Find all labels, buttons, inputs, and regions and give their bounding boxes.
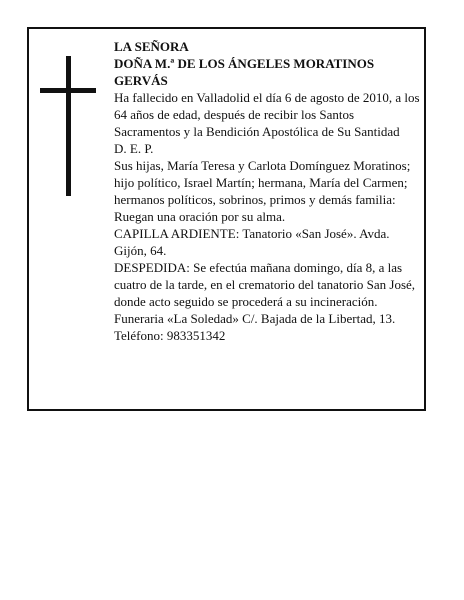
funeral-home: Funeraria «La Soledad» C/. Bajada de la Libertad, 13.: [114, 311, 396, 326]
prayer-request: Ruegan una oración por su alma.: [114, 209, 286, 224]
farewell-info: DESPEDIDA: Se efectúa mañana domingo, día 8, a las cuatro de la tarde, en el crematorio del tanatorio San José, donde acto seguido se procederá a su incineración.: [114, 260, 416, 309]
death-announcement: Ha fallecido en Valladolid el día 6 de agosto de 2010, a los 64 años de edad, después de recibir los Santos Sacramentos y la Bendición Apostólica de Su Santidad: [114, 90, 420, 139]
obituary-text: [114, 38, 420, 344]
cross-horizontal-bar: [40, 88, 96, 93]
phone-number: Teléfono: 983351342: [114, 328, 226, 343]
rip-line: D. E. P.: [114, 141, 154, 156]
cross-icon: [40, 56, 96, 196]
notice-title: LA SEÑORA: [114, 39, 189, 54]
family-list: Sus hijas, María Teresa y Carlota Domínguez Moratinos; hijo político, Israel Martín; hermana, María del Carmen; hermanos políticos, sobrinos, primos y demás familia:: [114, 158, 411, 207]
chapel-info: CAPILLA ARDIENTE: Tanatorio «San José». Avda. Gijón, 64.: [114, 226, 390, 258]
cross-vertical-bar: [66, 56, 71, 196]
deceased-name: DOÑA M.ª DE LOS ÁNGELES MORATINOS GERVÁS: [114, 56, 375, 88]
